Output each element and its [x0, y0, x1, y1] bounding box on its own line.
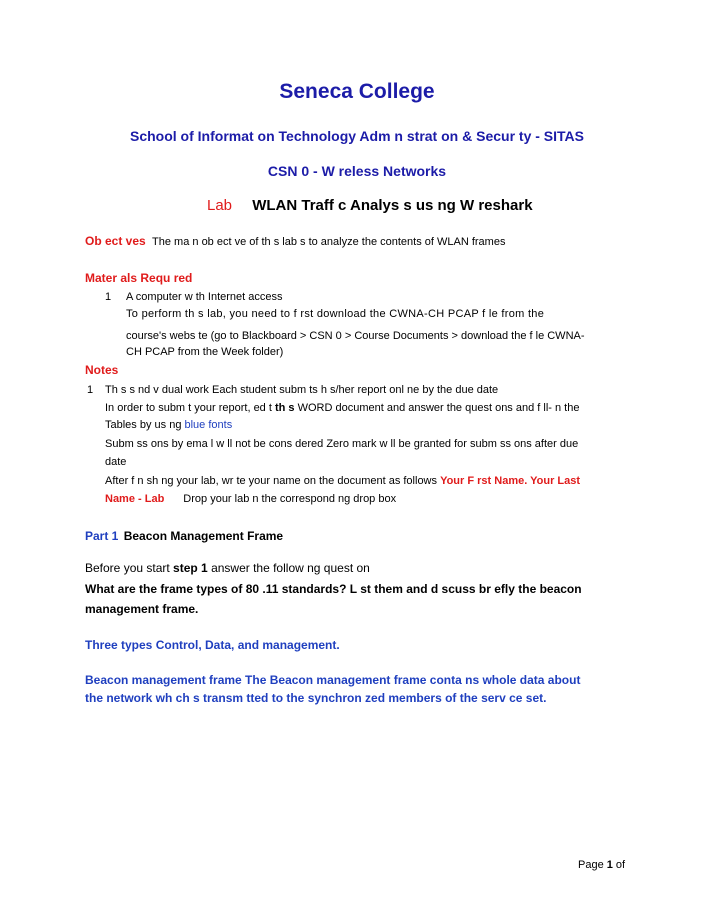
lab-label: Lab — [207, 197, 233, 214]
notes-label: Notes — [85, 363, 119, 377]
part1-intro-a: Before you start — [85, 561, 174, 575]
materials-label: Mater als Requ red — [85, 271, 193, 285]
notes-item-4-line-1 — [105, 475, 580, 487]
notes-item-2-line-2 — [105, 419, 232, 431]
notes-item-3-line-2: date — [105, 456, 127, 468]
lab-title: WLAN Traff c Analys s us ng W reshark — [252, 197, 533, 214]
notes-blue-fonts: blue fonts — [184, 419, 233, 431]
materials-item-1: A computer w th Internet access — [126, 291, 283, 303]
part1-label: Part 1 — [85, 529, 119, 543]
notes-item-2-text-c: WORD document and answer the quest ons and f ll- n the — [294, 402, 580, 414]
part1-title: Beacon Management Frame — [123, 529, 284, 543]
school-title: School of Informat on Technology Adm n strat on & Secur ty - SITAS — [130, 128, 584, 144]
notes-item-2-bold: th s — [274, 402, 295, 414]
college-title: Seneca College — [279, 80, 435, 103]
footer-of-text: of — [612, 859, 626, 871]
notes-item-2-text-a: In order to subm t your report, ed t — [105, 402, 275, 414]
course-title: CSN 0 - W reless Networks — [267, 163, 447, 179]
notes-item-3-line-1: Subm ss ons by ema l w ll not be cons dered Zero mark w ll be granted for subm ss ons after due — [105, 438, 579, 450]
materials-item-2-line-2: course's webs te (go to Blackboard > CSN 0 > Course Documents > download the f le CWNA- — [126, 330, 585, 342]
notes-item-4-text-d: Drop your lab n the correspond ng drop box — [183, 493, 397, 505]
part1-answer-2-line-2: the network wh ch s transm tted to the synchron zed members of the serv ce set. — [85, 691, 547, 705]
notes-item-4-name-format: Your F rst Name. Your Last — [440, 475, 581, 487]
lab-heading — [207, 197, 533, 214]
part1-intro — [85, 561, 370, 575]
notes-item-1-number: 1 — [87, 384, 94, 396]
notes-item-2-text-d: Tables by us ng — [105, 419, 185, 431]
page-footer — [578, 859, 625, 871]
materials-item-1-number: 1 — [105, 291, 112, 303]
part1-question-line-1: What are the frame types of 80 .11 standards? L st them and d scuss br efly the beacon — [85, 582, 582, 596]
part1-intro-step: step 1 — [173, 561, 208, 575]
footer-page-text: Page — [578, 859, 607, 871]
notes-item-4-text-a: After f n sh ng your lab, wr te your name on the document as follows — [105, 475, 441, 487]
part1-answer-1: Three types Control, Data, and management. — [85, 638, 340, 652]
notes-item-4-name-lab: Name - Lab — [105, 493, 165, 505]
part1-question-line-2: management frame. — [85, 602, 199, 616]
footer-page-number: 1 — [606, 859, 613, 871]
objectives-label: Ob ect ves — [85, 234, 146, 248]
objectives-text: The ma n ob ect ve of th s lab s to analyze the contents of WLAN frames — [152, 236, 506, 248]
materials-item-2-line-3: CH PCAP from the Week folder) — [126, 346, 284, 358]
part1-intro-c: answer the follow ng quest on — [207, 561, 370, 575]
part1-answer-2-line-1: Beacon management frame The Beacon management frame conta ns whole data about — [85, 673, 581, 687]
notes-item-2-line-1 — [105, 402, 579, 414]
part1-heading — [85, 529, 283, 543]
notes-item-1: Th s s nd v dual work Each student subm ts h s/her report onl ne by the due date — [105, 384, 499, 396]
objectives-line — [85, 234, 505, 248]
notes-item-4-line-2 — [105, 493, 396, 505]
materials-item-2-line-1: To perform th s lab, you need to f rst download the CWNA-CH PCAP f le from the — [126, 308, 545, 320]
